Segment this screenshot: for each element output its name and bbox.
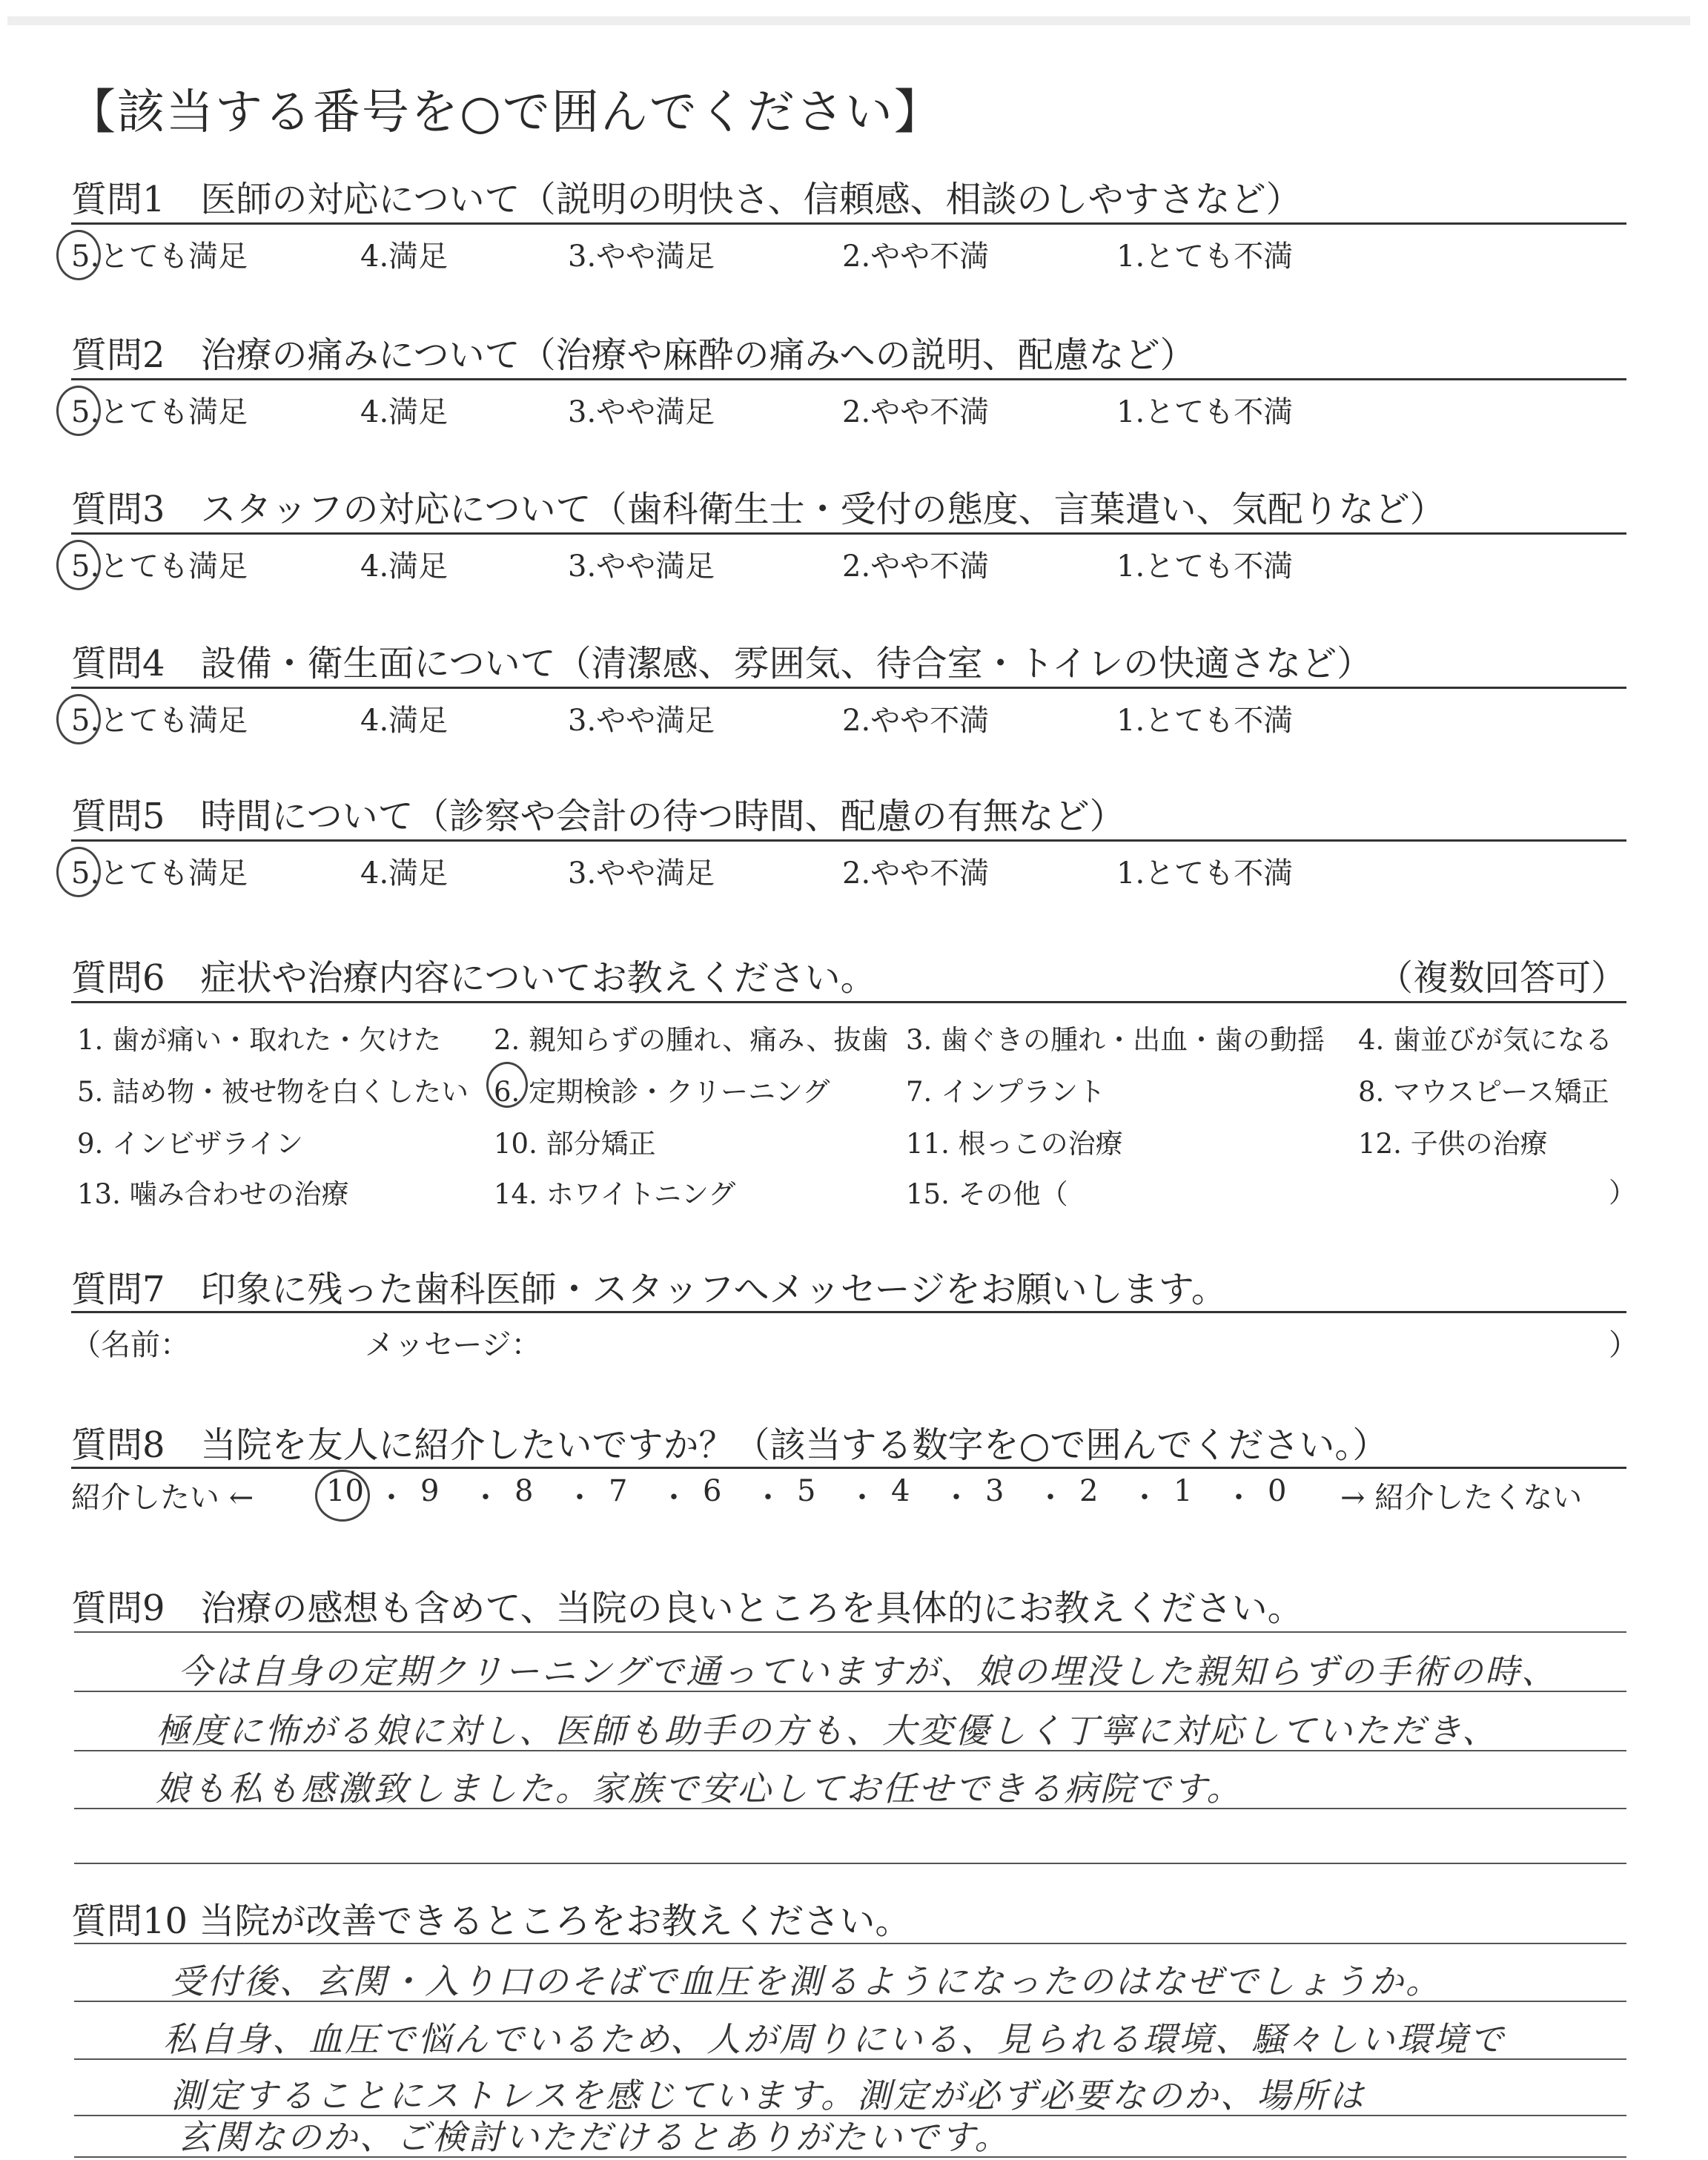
symptom-option[interactable]: 7. インプラント <box>906 1076 1106 1108</box>
rating-option[interactable]: 3.やや満足 <box>568 395 715 429</box>
q6-selection-circle <box>486 1062 528 1108</box>
scan-edge <box>7 16 1690 25</box>
rating-option[interactable]: 2.やや不満 <box>842 240 990 274</box>
q6-note: （複数回答可） <box>1377 957 1626 999</box>
rating-option[interactable]: 2.やや不満 <box>842 856 990 891</box>
writing-line <box>74 1863 1626 1864</box>
scale-number[interactable]: 4 <box>891 1474 910 1508</box>
q7-message-label[interactable]: メッセージ： <box>365 1328 541 1362</box>
rating-option[interactable]: 4.満足 <box>360 395 448 429</box>
question-2-selection-circle <box>56 386 101 436</box>
question-4-options <box>71 697 1626 739</box>
scale-separator: ・ <box>753 1481 783 1515</box>
scale-separator: ・ <box>377 1481 406 1515</box>
q7-close: ） <box>1609 1328 1638 1362</box>
scale-separator: ・ <box>565 1481 595 1515</box>
symptom-option[interactable]: 2. 親知らずの腫れ、痛み、抜歯 <box>494 1024 889 1056</box>
rating-option[interactable]: 1.とても不満 <box>1116 549 1294 584</box>
q8-selection-circle <box>315 1470 370 1522</box>
handwritten-answer-line: 受付後、玄関・入り口のそばで血圧を測るようになったのはなぜでしょうか。 <box>171 1961 1442 2001</box>
q10-title: 質問10 当院が改善できるところをお教えください。 <box>71 1900 911 1942</box>
symptom-option[interactable]: 14. ホワイトニング <box>494 1178 736 1210</box>
q8-right-label: → 紹介したくない <box>1340 1481 1583 1515</box>
scale-separator: ・ <box>847 1481 877 1515</box>
rating-option[interactable]: 5.とても満足 <box>71 395 248 429</box>
writing-line <box>74 1631 1626 1633</box>
q9-title: 質問9 治療の感想も含めて、当院の良いところを具体的にお教えください。 <box>71 1588 1303 1629</box>
instruction-heading: 【該当する番号を○で囲んでください】 <box>68 85 943 140</box>
scale-separator: ・ <box>471 1481 500 1515</box>
question-2-rule <box>71 378 1626 380</box>
symptom-option[interactable]: 13. 噛み合わせの治療 <box>77 1178 349 1210</box>
rating-option[interactable]: 5.とても満足 <box>71 704 248 738</box>
question-4-selection-circle <box>56 694 101 744</box>
rating-option[interactable]: 1.とても不満 <box>1116 856 1294 891</box>
scale-number[interactable]: 10 <box>326 1474 364 1508</box>
symptom-option[interactable]: 10. 部分矯正 <box>494 1128 656 1160</box>
handwritten-answer-line: 極度に怖がる娘に対し、医師も助手の方も、大変優しく丁寧に対応していただき、 <box>156 1711 1499 1751</box>
q8-rule <box>71 1467 1626 1469</box>
handwritten-answer-line: 今は自身の定期クリーニングで通っていますが、娘の埋没した親知らずの手術の時、 <box>178 1651 1558 1691</box>
symptom-option[interactable]: 4. 歯並びが気になる <box>1358 1024 1613 1056</box>
handwritten-answer-line: 玄関なのか、ご検討いただけるとありがたいです。 <box>178 2117 1011 2157</box>
scale-separator: ・ <box>659 1481 689 1515</box>
question-2-title: 質問2 治療の痛みについて（治療や麻酔の痛みへの説明、配慮など） <box>71 334 1196 376</box>
symptom-option[interactable]: 12. 子供の治療 <box>1358 1128 1548 1160</box>
question-1-rule <box>71 222 1626 225</box>
q7-title: 質問7 印象に残った歯科医師・スタッフへメッセージをお願いします。 <box>71 1269 1227 1310</box>
question-5-rule <box>71 839 1626 842</box>
rating-option[interactable]: 4.満足 <box>360 704 448 738</box>
scale-number[interactable]: 1 <box>1174 1474 1193 1508</box>
symptom-option[interactable]: 6. 定期検診・クリーニング <box>494 1076 830 1108</box>
question-3-options <box>71 543 1626 584</box>
scale-number[interactable]: 5 <box>797 1474 816 1508</box>
scale-separator: ・ <box>1036 1481 1065 1515</box>
question-5-options <box>71 850 1626 891</box>
scale-number[interactable]: 3 <box>985 1474 1004 1508</box>
q7-name-label[interactable]: （名前： <box>71 1328 190 1362</box>
scale-number[interactable]: 6 <box>703 1474 722 1508</box>
scale-separator: ・ <box>1130 1481 1159 1515</box>
q8-title: 質問8 当院を友人に紹介したいですか？（該当する数字を○で囲んでください。） <box>71 1424 1388 1466</box>
question-1-title: 質問1 医師の対応について（説明の明快さ、信頼感、相談のしやすさなど） <box>71 179 1302 220</box>
question-3-title: 質問3 スタッフの対応について（歯科衛生士・受付の態度、言葉遣い、気配りなど） <box>71 489 1446 530</box>
q8-left-label: 紹介したい ← <box>71 1481 254 1515</box>
symptom-option[interactable]: 11. 根っこの治療 <box>906 1128 1123 1160</box>
question-5-title: 質問5 時間について（診察や会計の待つ時間、配慮の有無など） <box>71 796 1125 837</box>
question-4-title: 質問4 設備・衛生面について（清潔感、雰囲気、待合室・トイレの快適さなど） <box>71 643 1373 684</box>
question-3-selection-circle <box>56 540 101 590</box>
q6-title: 質問6 症状や治療内容についてお教えください。 <box>71 957 876 999</box>
scale-number[interactable]: 9 <box>420 1474 440 1508</box>
symptom-option[interactable]: 8. マウスピース矯正 <box>1358 1076 1609 1108</box>
scale-number[interactable]: 0 <box>1268 1474 1287 1508</box>
scale-separator: ・ <box>941 1481 971 1515</box>
rating-option[interactable]: 4.満足 <box>360 240 448 274</box>
handwritten-answer-line: 測定することにストレスを感じています。測定が必ず必要なのか、場所は <box>171 2075 1366 2116</box>
rating-option[interactable]: 3.やや満足 <box>568 704 715 738</box>
question-4-rule <box>71 687 1626 689</box>
rating-option[interactable]: 3.やや満足 <box>568 240 715 274</box>
rating-option[interactable]: 2.やや不満 <box>842 704 990 738</box>
rating-option[interactable]: 2.やや不満 <box>842 549 990 584</box>
rating-option[interactable]: 4.満足 <box>360 549 448 584</box>
symptom-option[interactable]: 9. インビザライン <box>77 1128 303 1160</box>
symptom-option[interactable]: 1. 歯が痛い・取れた・欠けた <box>77 1024 442 1056</box>
question-1-selection-circle <box>56 230 101 280</box>
rating-option[interactable]: 1.とても不満 <box>1116 704 1294 738</box>
question-2-options <box>71 389 1626 430</box>
scale-number[interactable]: 7 <box>609 1474 628 1508</box>
rating-option[interactable]: 3.やや満足 <box>568 549 715 584</box>
scale-separator: ・ <box>1224 1481 1254 1515</box>
scale-number[interactable]: 8 <box>514 1474 534 1508</box>
question-3-rule <box>71 532 1626 535</box>
rating-option[interactable]: 5.とても満足 <box>71 549 248 584</box>
rating-option[interactable]: 5.とても満足 <box>71 856 248 891</box>
scale-number[interactable]: 2 <box>1079 1474 1099 1508</box>
q6-rule <box>71 1001 1626 1003</box>
rating-option[interactable]: 1.とても不満 <box>1116 395 1294 429</box>
symptom-option[interactable]: 5. 詰め物・被せ物を白くしたい <box>77 1076 469 1108</box>
q6-other-close: ） <box>1609 1177 1636 1209</box>
handwritten-answer-line: 娘も私も感激致しました。家族で安心してお任せできる病院です。 <box>156 1768 1243 1809</box>
handwritten-answer-line: 私自身、血圧で悩んでいるため、人が周りにいる、見られる環境、騒々しい環境で <box>163 2019 1506 2059</box>
question-1-options <box>71 233 1626 274</box>
rating-option[interactable]: 2.やや不満 <box>842 395 990 429</box>
rating-option[interactable]: 5.とても満足 <box>71 240 248 274</box>
writing-line <box>74 1943 1626 1944</box>
q7-rule <box>71 1311 1626 1313</box>
question-5-selection-circle <box>56 847 101 897</box>
symptom-option[interactable]: 15. その他（ <box>906 1178 1068 1210</box>
rating-option[interactable]: 3.やや満足 <box>568 856 715 891</box>
rating-option[interactable]: 1.とても不満 <box>1116 240 1294 274</box>
rating-option[interactable]: 4.満足 <box>360 856 448 891</box>
symptom-option[interactable]: 3. 歯ぐきの腫れ・出血・歯の動揺 <box>906 1024 1325 1056</box>
